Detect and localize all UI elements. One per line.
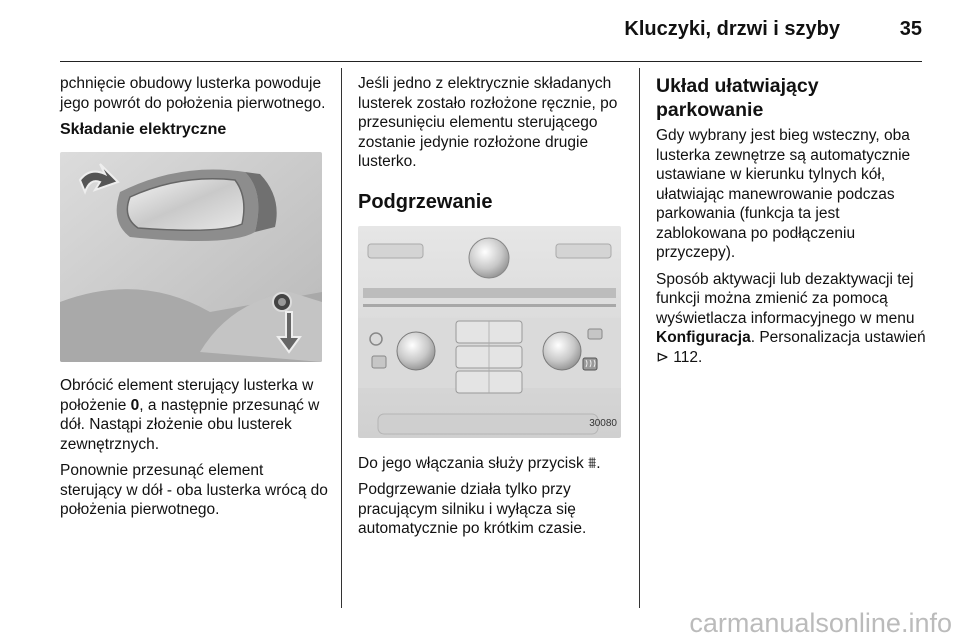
parking-aid-paragraph: Gdy wybrany jest bieg wsteczny, oba lusterka zewnętrze są automatycznie ustawiane w kierunku tylnych kół, ułatwiając manewrowanie podczas parkowania (funkcja ta jest zablokowana po podłączeniu przyczepy). bbox=[656, 127, 911, 261]
position-zero-label: 0 bbox=[130, 396, 140, 414]
intro-paragraph: pchnięcie obudowy lusterka powoduje jego powrót do położenia pierwotnego. bbox=[60, 75, 326, 112]
section-heading-parking-aid: Układ ułatwiający parkowanie bbox=[656, 75, 819, 121]
fold-instruction-text-2: , a następnie przesunąć w dół. Nastąpi złożenie obu lusterek zewnętrznych. bbox=[60, 396, 320, 453]
left-column bbox=[60, 74, 328, 527]
figure-number: 30080 bbox=[589, 418, 617, 429]
parking-aid-settings-paragraph bbox=[656, 270, 928, 368]
heating-button-paragraph bbox=[358, 454, 628, 474]
mirror-illustration-svg bbox=[60, 152, 322, 362]
page-header-title: Kluczyki, drzwi i szyby bbox=[624, 18, 840, 40]
fold-instruction-text-1: Obrócić element sterujący lusterka w położenie bbox=[60, 377, 314, 414]
page-reference-arrow-icon: ⊳ bbox=[656, 348, 669, 366]
section-heading-heating: Podgrzewanie bbox=[358, 190, 493, 213]
menu-configuration-label: Konfiguracja bbox=[656, 329, 751, 346]
climate-panel-svg bbox=[358, 226, 621, 438]
manual-unfold-paragraph: Jeśli jedno z elektrycznie składanych lusterek zostało rozłożone ręcznie, po przesunięciu elementu sterującego zostanie jedynie rozłożone drugie lusterko. bbox=[358, 75, 618, 170]
column-divider bbox=[341, 68, 342, 608]
page-number: 35 bbox=[899, 18, 922, 40]
watermark: carmanualsonline.info bbox=[689, 608, 952, 638]
climate-control-panel-illustration bbox=[358, 226, 621, 438]
heating-button-text-2: . bbox=[596, 454, 601, 472]
unfold-instruction-paragraph: Ponownie przesunąć element sterujący w dół - oba lusterka wrócą do położenia pierwotnego. bbox=[60, 462, 328, 518]
mirror-folding-illustration bbox=[60, 152, 322, 362]
fold-instruction-paragraph bbox=[60, 376, 328, 454]
heating-button-text-1: Do jego włączania służy przycisk bbox=[358, 454, 589, 472]
header-rule bbox=[60, 61, 922, 62]
settings-text-1: Sposób aktywacji lub dezaktywacji tej funkcji można zmienić za pomocą wyświetlacza informacyjnego w menu bbox=[656, 270, 915, 327]
middle-column bbox=[358, 74, 628, 546]
right-column bbox=[656, 74, 928, 374]
column-divider bbox=[639, 68, 640, 608]
settings-text-2: . Personalizacja ustawień bbox=[750, 329, 926, 346]
page-reference-number: 112. bbox=[669, 348, 703, 366]
rear-heating-icon: ⩩ bbox=[588, 454, 597, 472]
section-heading-folding: Składanie elektryczne bbox=[60, 121, 227, 138]
heating-operation-paragraph: Podgrzewanie działa tylko przy pracującym silniku i wyłącza się automatycznie po krótkim czasie. bbox=[358, 481, 587, 537]
